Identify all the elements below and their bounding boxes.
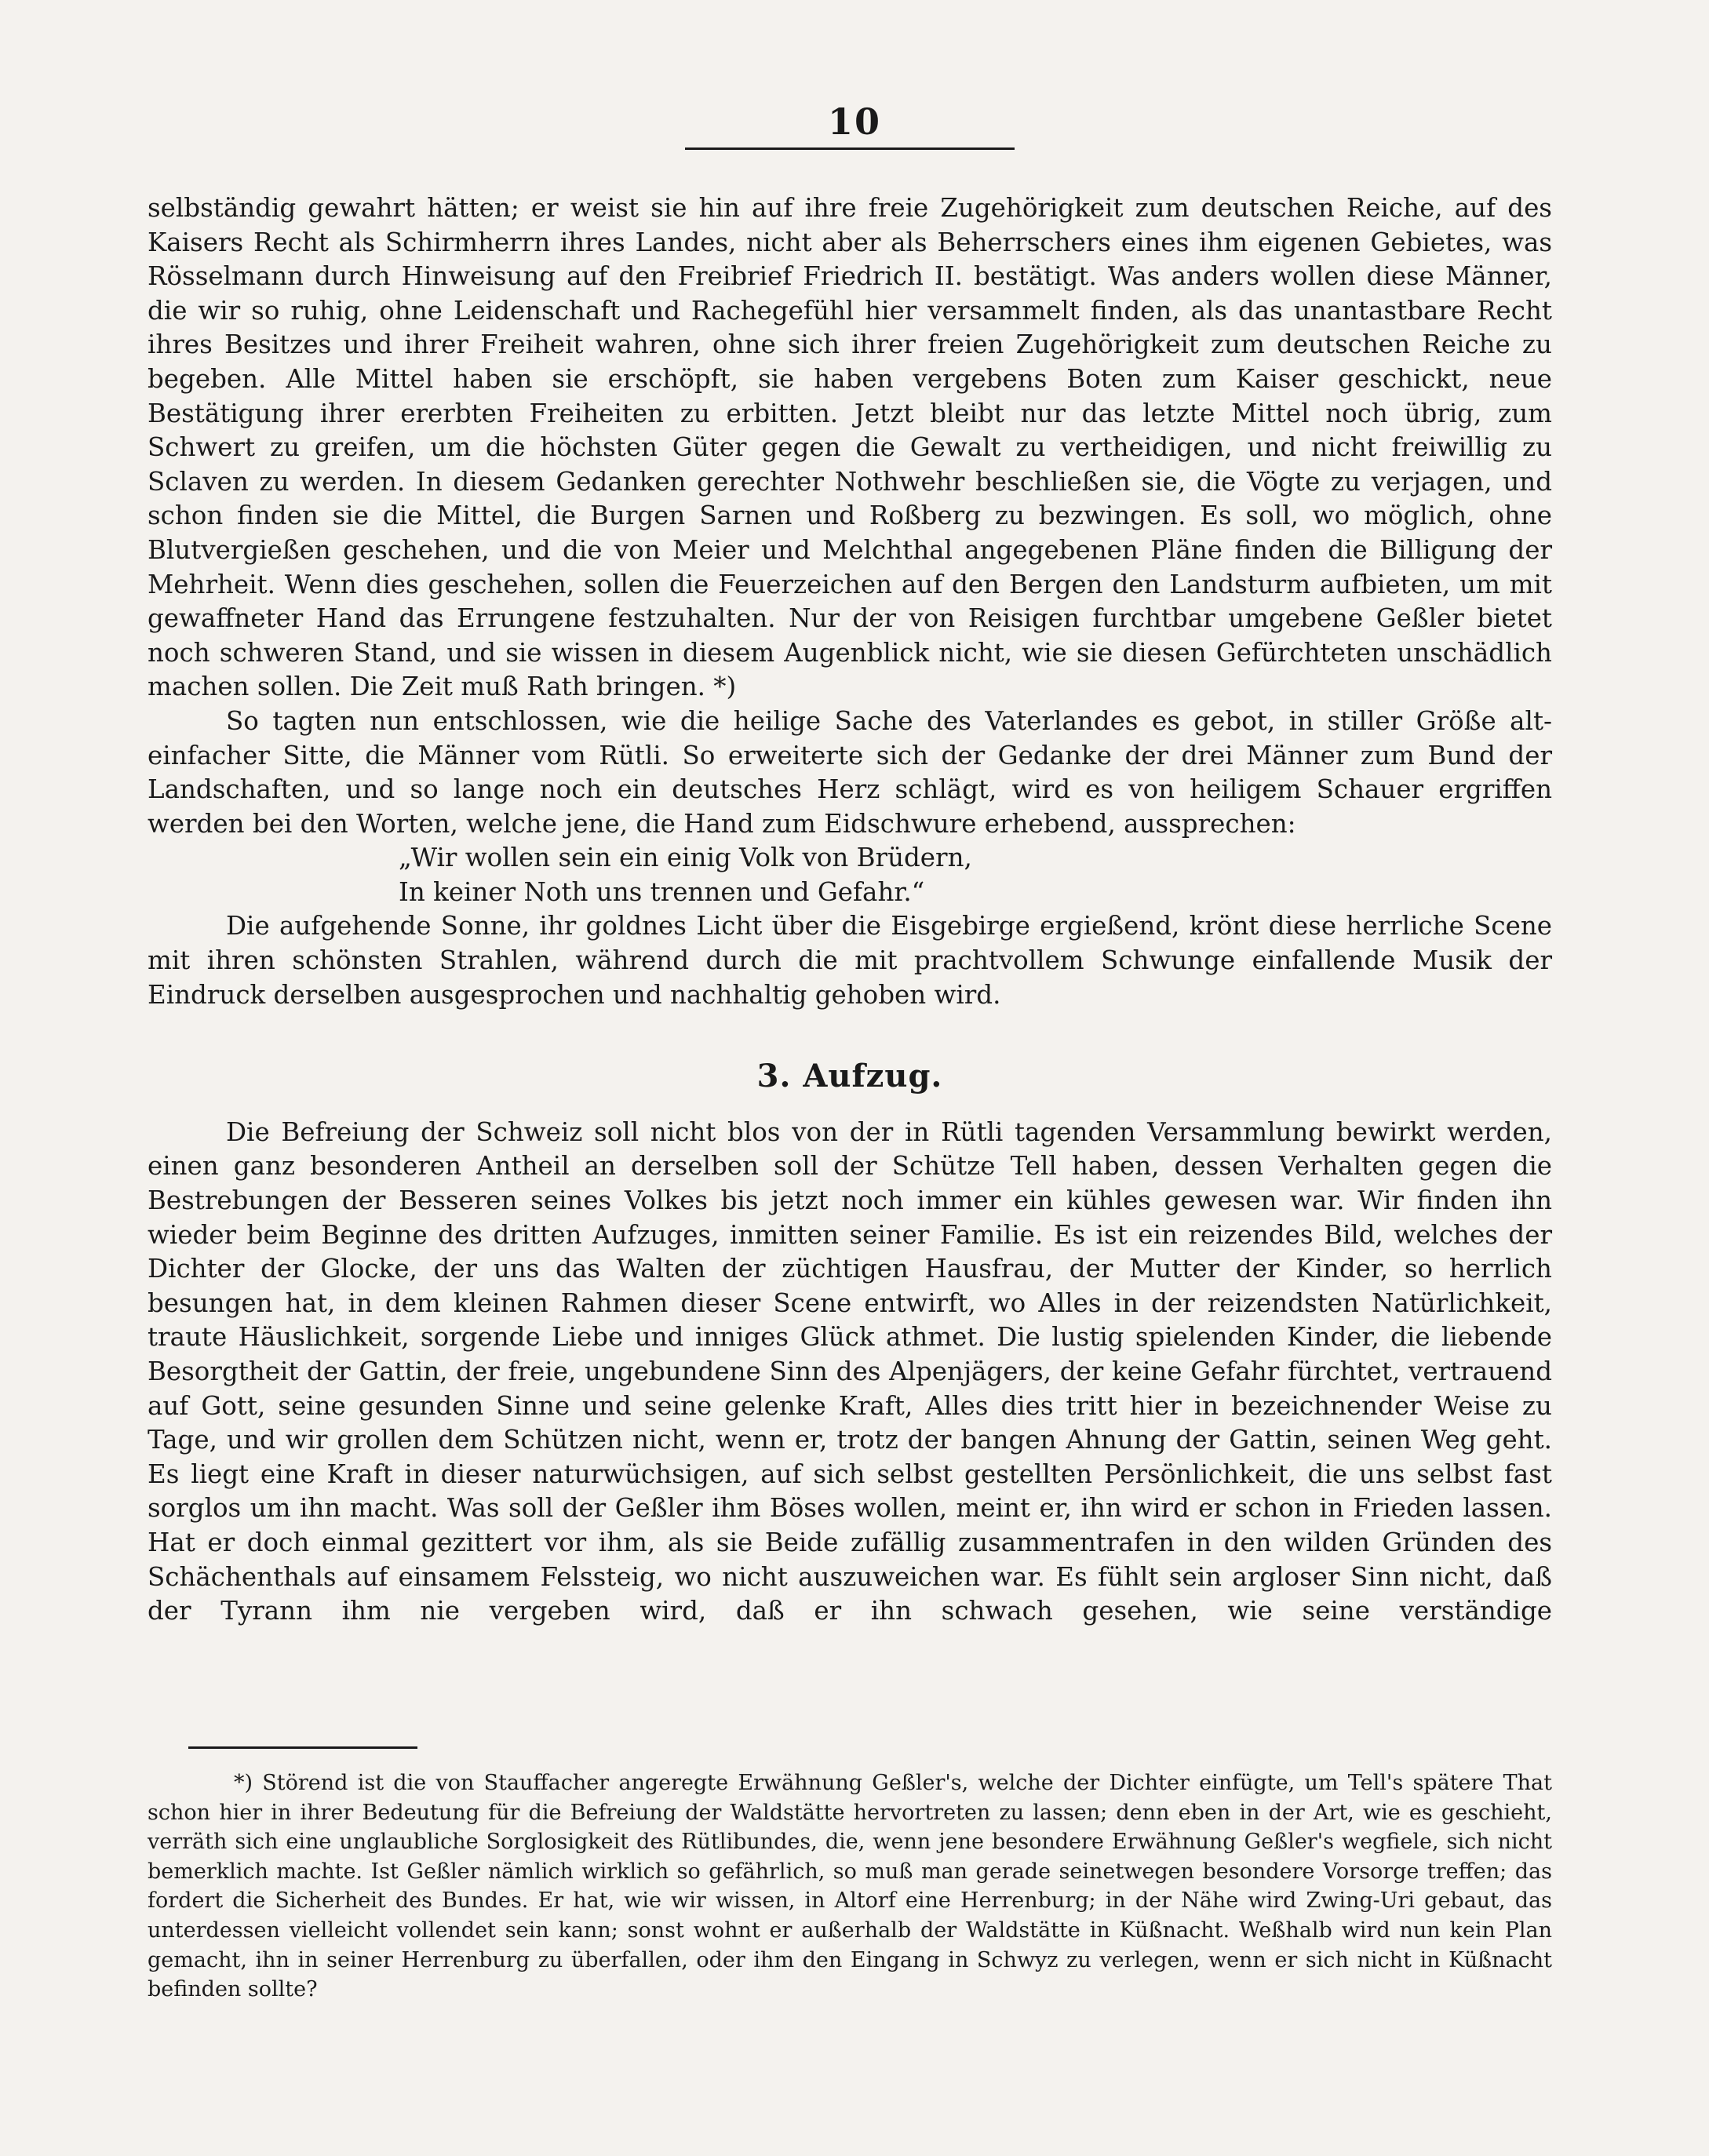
footnote-text: *) Störend ist die von Stauffacher angeregte Erwähnung Geßler's, welche der Dichter einfügte, um Tell's spätere That schon hier in ihrer Bedeutung für die Befreiung der Waldstätte hervortreten zu lassen; denn eben in der Art, wie es geschieht, verräth sich eine unglaubliche Sorglosigkeit des Rütlibundes, die, wenn jene besondere Erwähnung Geßler's wegfiele, sich nicht bemerklich machte. Ist Geßler nämlich wirklich so gefährlich, so muß man gerade seinetwegen besondere Vorsorge treffen; das fordert die Sicherheit des Bundes. Er hat, wie wir wissen, in Altorf eine Herrenburg; in der Nähe wird Zwing-Uri gebaut, das unterdessen vielleicht vollendet sein kann; sonst wohnt er außerhalb der Waldstätte in Küßnacht. Weßhalb wird nun kein Plan gemacht, ihn in seiner Herrenburg zu überfallen, oder ihm den Eingang in Schwyz zu verlegen, wenn er sich nicht in Küßnacht befinden sollte? [148, 1771, 1552, 2002]
paragraph-1: selbständig gewahrt hätten; er weist sie hin auf ihre freie Zugehörigkeit zum deutschen Reiche, auf des Kaisers Recht als Schirmherrn ihres Landes, nicht aber als Beherrschers eines ihm eigenen Gebietes, was Rösselmann durch Hinweisung auf den Freibrief Friedrich II. bestätigt. Was anders wollen diese Männer, die wir so ruhig, ohne Leidenschaft und Rachegefühl hier versammelt finden, als das unantastbare Recht ihres Besitzes und ihrer Freiheit wahren, ohne sich ihrer freien Zugehörigkeit zum deutschen Reiche zu begeben. Alle Mittel haben sie erschöpft, sie haben vergebens Boten zum Kaiser geschickt, neue Bestätigung ihrer ererbten Freiheiten zu erbitten. Jetzt bleibt nur das letzte Mittel noch übrig, zum Schwert zu greifen, um die höchsten Güter gegen die Gewalt zu vertheidigen, und nicht freiwillig zu Sclaven zu werden. In diesem Gedanken gerechter Nothwehr beschließen sie, die Vögte zu verjagen, und schon finden sie die Mittel, die Burgen Sarnen und Roßberg zu bezwingen. Es soll, wo möglich, ohne Blutvergießen geschehen, und die von Meier und Melchthal angegebenen Pläne finden die Billigung der Mehrheit. Wenn dies geschehen, sollen die Feuerzeichen auf den Bergen den Landsturm aufbieten, um mit gewaffneter Hand das Errungene festzuhalten. Nur der von Reisigen furchtbar umgebene Geßler bietet noch schweren Stand, und sie wissen in diesem Augenblick nicht, wie sie diesen Gefürchteten unschädlich machen sollen. Die Zeit muß Rath bringen. *) [148, 193, 1552, 702]
header-rule [685, 147, 1015, 150]
verse-line-2: In keiner Noth uns trennen und Gefahr.“ [399, 876, 925, 907]
footnote-rule [188, 1746, 417, 1749]
footnote [148, 1768, 1552, 2005]
section-heading: 3. Aufzug. [756, 1058, 943, 1095]
verse-line-1: „Wir wollen sein ein einig Volk von Brüdern, [399, 843, 972, 873]
paragraph-3: Die aufgehende Sonne, ihr goldnes Licht über die Eisgebirge ergießend, krönt diese herrliche Scene mit ihren schönsten Strahlen, während durch die mit prachtvollem Schwunge einfallende Musik der Eindruck derselben ausgesprochen und nachhaltig gehoben wird. [148, 911, 1552, 1010]
paragraph-4: Die Befreiung der Schweiz soll nicht blos von der in Rütli tagenden Versammlung bewirkt werden, einen ganz besonderen Antheil an derselben soll der Schütze Tell haben, dessen Verhalten gegen die Bestrebungen der Besseren seines Volkes bis jetzt noch immer ein kühles gewesen war. Wir finden ihn wieder beim Beginne des dritten Aufzuges, inmitten seiner Familie. Es ist ein reizendes Bild, welches der Dichter der Glocke, der uns das Walten der züchtigen Hausfrau, der Mutter der Kinder, so herrlich besungen hat, in dem kleinen Rahmen dieser Scene entwirft, wo Alles in der reizendsten Natürlichkeit, traute Häuslichkeit, sorgende Liebe und inniges Glück athmet. Die lustig spielenden Kinder, die liebende Besorgtheit der Gattin, der freie, ungebundene Sinn des Alpenjägers, der keine Gefahr fürchtet, vertrauend auf Gott, seine gesunden Sinne und seine gelenke Kraft, Alles dies tritt hier in bezeichnender Weise zu Tage, und wir grollen dem Schützen nicht, wenn er, trotz der bangen Ahnung der Gattin, seinen Weg geht. Es liegt eine Kraft in dieser naturwüchsigen, auf sich selbst gestellten Persönlichkeit, die uns selbst fast sorglos um ihn macht. Was soll der Geßler ihm Böses wollen, meint er, ihn wird er schon in Frieden lassen. Hat er doch einmal gezittert vor ihm, als sie Beide zufällig zusammentrafen in den wilden Gründen des Schächenthals auf einsamem Felssteig, wo nicht auszuweichen war. Es fühlt sein argloser Sinn nicht, daß der Tyrann ihm nie vergeben wird, daß er ihn schwach gesehen, wie seine verständige [148, 1116, 1552, 1626]
page-number: 10 [827, 100, 881, 143]
paragraph-2: So tagten nun entschlossen, wie die heilige Sache des Vaterlandes es gebot, in stiller Größe alt-einfacher Sitte, die Männer vom Rütli. So erweiterte sich der Gedanke der drei Männer zum Bund der Landschaften, und so lange noch ein deutsches Herz schlägt, wird es von heiligem Schauer ergriffen werden bei den Worten, welche jene, die Hand zum Eidschwure erhebend, aussprechen: [148, 705, 1552, 839]
main-text [148, 191, 1552, 1629]
verse-quote [148, 841, 1552, 909]
